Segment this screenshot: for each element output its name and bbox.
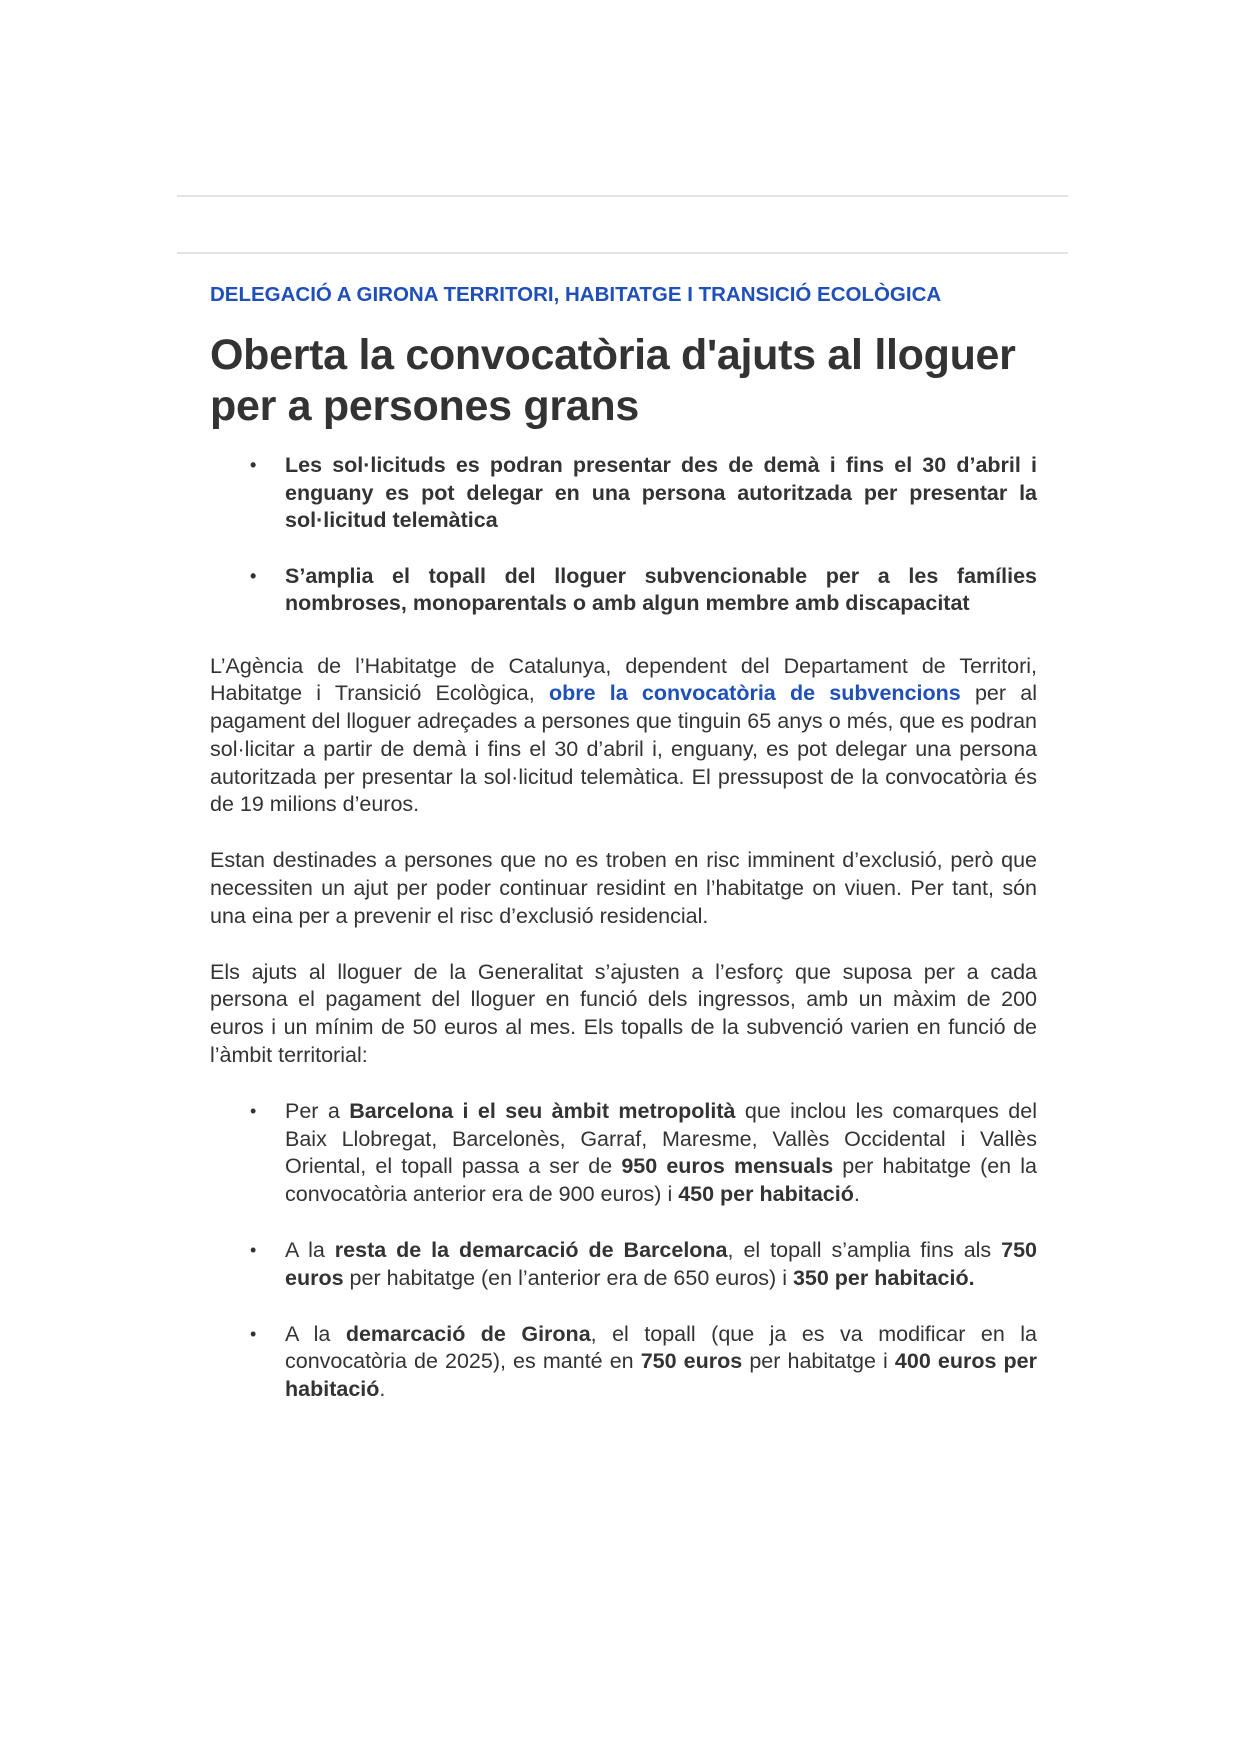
item-text: A la (285, 1321, 346, 1346)
bullet-icon: • (250, 565, 257, 586)
target-paragraph: Estan destinades a persones que no es troben en risc imminent d’exclusió, però que necessiten un ajut per poder continuar residint en l’habitatge on viuen. Per tant, són una eina per a prevenir el risc d’exclusió residencial. (210, 848, 1037, 928)
intro-paragraph (210, 653, 1037, 820)
item-bold: Barcelona i el seu àmbit metropolità (349, 1098, 736, 1123)
limits-paragraph: Els ajuts al lloguer de la Generalitat s’ajusten a l’esforç que suposa per a cada persona el pagament del lloguer en funció dels ingressos, amb un màxim de 200 euros i un mínim de 50 euros al mes. Els topalls de la subvenció varien en funció de l’àmbit territorial: (210, 959, 1037, 1068)
item-bold: 750 euros (285, 1238, 1038, 1290)
bullet-icon: • (250, 1100, 257, 1121)
bullet-icon: • (250, 455, 257, 475)
item-text: , el topall (que ja es va modificar en la convocatòria de 2025), es manté en (285, 1321, 1037, 1374)
item-text: per habitatge i (742, 1349, 895, 1374)
department-kicker: DELEGACIÓ A GIRONA TERRITORI, HABITATGE I TRANSICIÓ ECOLÒGICA (210, 283, 942, 306)
item-text: Per a (285, 1098, 350, 1123)
item-text: que inclou les comarques del Baix Llobregat, Barcelonès, Garraf, Maresme, Vallès Occidental i Vallès Oriental, el topall passa a ser de (285, 1098, 1037, 1179)
highlight-item (210, 452, 1037, 535)
highlight-text: S’amplia el topall del lloguer subvencionable per a les famílies nombroses, monoparentals o amb algun membre amb discapacitat (285, 563, 1037, 615)
territory-item (210, 1237, 1037, 1293)
bullet-icon: • (250, 1240, 257, 1261)
territory-item (210, 1321, 1037, 1404)
bullet-icon: • (250, 1323, 257, 1344)
convocatoria-link[interactable]: obre la convocatòria de subvencions (548, 681, 961, 706)
item-bold: 350 per habitació. (792, 1265, 975, 1290)
item-bold: 950 euros mensuals (621, 1154, 834, 1179)
territory-item (210, 1098, 1037, 1209)
page-title: Oberta la convocatòria d'ajuts al lloguer per a persones grans (210, 331, 1016, 430)
item-text: . (379, 1377, 386, 1402)
item-bold: 450 per habitació (678, 1182, 854, 1207)
highlight-text: Les sol·licituds es podran presentar des de demà i fins el 30 d’abril i enguany es pot delegar en una persona autoritzada per presentar la sol·licitud telemàtica (285, 453, 1037, 532)
territorial-limits-list (210, 1098, 1037, 1404)
intro-text-before: L’Agència de l’Habitatge de Catalunya, dependent del Departament de Territori, Habitatge i Transició Ecològica, (210, 653, 1037, 706)
intro-text-after: per al pagament del lloguer adreçades a persones que tinguin 65 anys o més, que es podran sol·licitar a partir de demà i fins el 30 d’abril i, enguany, es pot delegar una persona autoritzada per presentar la sol·licitud telemàtica. El pressupost de la convocatòria és de 19 milions d’euros. (210, 681, 1037, 817)
header-divider (177, 252, 1068, 254)
item-bold: resta de la demarcació de Barcelona (334, 1238, 728, 1263)
item-bold: 400 euros per habitació (285, 1349, 1037, 1402)
item-text: . (853, 1182, 860, 1207)
item-text: per habitatge (en la convocatòria anterior era de 900 euros) i (285, 1154, 1037, 1207)
item-text: per habitatge (en l’anterior era de 650 euros) i (343, 1265, 793, 1290)
item-text: , el topall s’amplia fins als (727, 1238, 1002, 1263)
item-bold: demarcació de Girona (345, 1321, 591, 1346)
top-divider (177, 195, 1068, 197)
press-release (210, 282, 1037, 1404)
item-bold: 750 euros (640, 1349, 743, 1374)
highlight-item (210, 563, 1037, 618)
item-text: A la (285, 1238, 335, 1263)
highlights-list (210, 452, 1037, 618)
